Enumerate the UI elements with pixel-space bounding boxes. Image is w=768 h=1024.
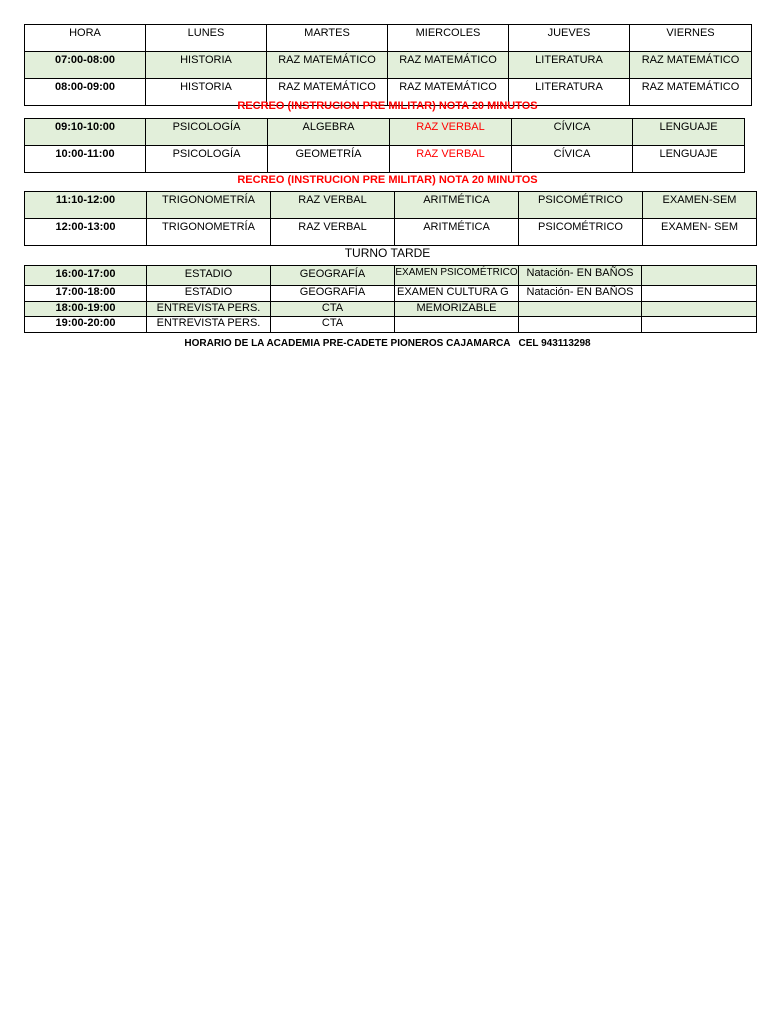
class-cell: ESTADIO — [147, 286, 271, 302]
class-cell: MEMORIZABLE — [395, 302, 519, 317]
class-cell: RAZ VERBAL — [271, 192, 395, 219]
class-cell: ARITMÉTICA — [395, 219, 519, 246]
class-cell: RAZ MATEMÁTICO — [630, 79, 752, 106]
class-cell — [395, 317, 519, 333]
table-row — [25, 266, 757, 286]
class-cell — [642, 317, 757, 333]
class-cell: Natación- EN BAÑOS — [519, 266, 642, 286]
class-cell: CTA — [271, 317, 395, 333]
schedule-table-morning-3 — [24, 191, 757, 246]
class-cell: RAZ MATEMÁTICO — [267, 79, 388, 106]
table-row — [25, 302, 757, 317]
header-martes: MARTES — [267, 25, 388, 52]
header-hora: HORA — [25, 25, 146, 52]
class-cell: GEOGRAFÍA — [271, 266, 395, 286]
class-cell: GEOGRAFÍA — [271, 286, 395, 302]
schedule-table-afternoon — [24, 265, 757, 333]
table-row — [25, 219, 757, 246]
table-row — [25, 192, 757, 219]
time-cell: 10:00-11:00 — [25, 146, 146, 173]
class-cell: RAZ MATEMÁTICO — [630, 52, 752, 79]
class-cell: ARITMÉTICA — [395, 192, 519, 219]
schedule-table-morning-2 — [24, 118, 745, 173]
class-cell — [642, 286, 757, 302]
header-lunes: LUNES — [146, 25, 267, 52]
class-cell: LENGUAJE — [633, 146, 745, 173]
table-row — [25, 317, 757, 333]
class-cell: Natación- EN BAÑOS — [519, 286, 642, 302]
class-cell: PSICOLOGÍA — [146, 146, 268, 173]
class-cell: RAZ MATEMÁTICO — [388, 52, 509, 79]
time-cell: 09:10-10:00 — [25, 119, 146, 146]
header-miercoles: MIERCOLES — [388, 25, 509, 52]
class-cell: PSICOLOGÍA — [146, 119, 268, 146]
class-cell: HISTORIA — [146, 79, 267, 106]
time-cell: 17:00-18:00 — [25, 286, 147, 302]
time-cell: 19:00-20:00 — [25, 317, 147, 333]
class-cell: RAZ VERBAL — [390, 119, 512, 146]
class-cell: ALGEBRA — [268, 119, 390, 146]
class-cell: HISTORIA — [146, 52, 267, 79]
class-cell: CTA — [271, 302, 395, 317]
schedule-table-morning-1 — [24, 24, 752, 106]
header-viernes: VIERNES — [630, 25, 752, 52]
table-row — [25, 146, 745, 173]
footer-caption: HORARIO DE LA ACADEMIA PRE-CADETE PIONEROS CAJAMARCA CEL 943113298 — [184, 338, 591, 349]
time-cell: 12:00-13:00 — [25, 219, 147, 246]
time-cell: 11:10-12:00 — [25, 192, 147, 219]
class-cell: EXAMEN-SEM — [643, 192, 757, 219]
table-row — [25, 119, 745, 146]
class-cell: RAZ MATEMÁTICO — [267, 52, 388, 79]
class-cell: LITERATURA — [509, 52, 630, 79]
class-cell: PSICOMÉTRICO — [519, 192, 643, 219]
class-cell: ENTREVISTA PERS. — [147, 317, 271, 333]
class-cell: EXAMEN PSICOMÉTRICO — [395, 266, 519, 286]
class-cell: LENGUAJE — [633, 119, 745, 146]
class-cell — [642, 266, 757, 286]
class-cell: RAZ MATEMÁTICO — [388, 79, 509, 106]
class-cell: ENTREVISTA PERS. — [147, 302, 271, 317]
time-cell: 18:00-19:00 — [25, 302, 147, 317]
header-jueves: JUEVES — [509, 25, 630, 52]
time-cell: 08:00-09:00 — [25, 79, 146, 106]
recess-label-2: RECREO (INSTRUCION PRE MILITAR) NOTA 20 MINUTOS — [237, 174, 538, 186]
time-cell: 16:00-17:00 — [25, 266, 147, 286]
class-cell: ESTADIO — [147, 266, 271, 286]
class-cell: TRIGONOMETRÍA — [147, 219, 271, 246]
class-cell: LITERATURA — [509, 79, 630, 106]
class-cell: CÍVICA — [512, 119, 633, 146]
class-cell — [642, 302, 757, 317]
class-cell: EXAMEN- SEM — [643, 219, 757, 246]
class-cell — [519, 317, 642, 333]
class-cell: PSICOMÉTRICO — [519, 219, 643, 246]
time-cell: 07:00-08:00 — [25, 52, 146, 79]
header-row — [25, 25, 752, 52]
class-cell: RAZ VERBAL — [390, 146, 512, 173]
class-cell: CÍVICA — [512, 146, 633, 173]
table-row — [25, 52, 752, 79]
table-row — [25, 286, 757, 302]
class-cell — [519, 302, 642, 317]
afternoon-label: TURNO TARDE — [344, 246, 431, 260]
recess-label-1: RECREO (INSTRUCION PRE MILITAR) NOTA 20 MINUTOS — [237, 100, 538, 112]
class-cell: RAZ VERBAL — [271, 219, 395, 246]
class-cell: EXAMEN CULTURA G — [395, 286, 519, 302]
class-cell: TRIGONOMETRÍA — [147, 192, 271, 219]
class-cell: GEOMETRÍA — [268, 146, 390, 173]
